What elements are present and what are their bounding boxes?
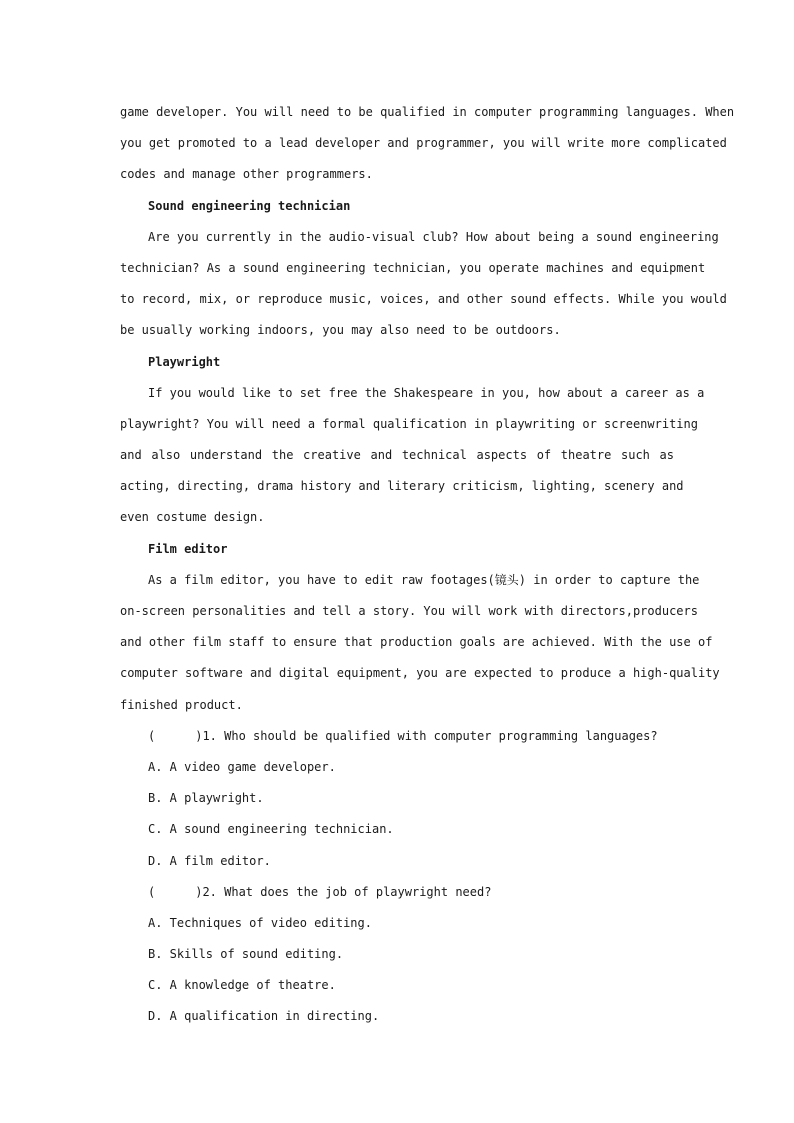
- answer-bracket-open: (: [148, 728, 156, 743]
- option-d: D. A film editor.: [148, 853, 271, 868]
- paragraph-line: playwright? You will need a formal qualification in playwriting or screenwriting: [120, 416, 698, 431]
- question-text: )2. What does the job of playwright need?: [195, 884, 492, 899]
- film-paragraph: [120, 565, 720, 721]
- option-c: C. A sound engineering technician.: [148, 822, 394, 837]
- intro-paragraph: [120, 97, 735, 191]
- playwright-paragraph: [120, 378, 705, 534]
- document-page: [120, 97, 735, 1033]
- paragraph-line: you get promoted to a lead developer and programmer, you will write more complicated: [120, 136, 727, 151]
- option-b: B. Skills of sound editing.: [148, 947, 344, 962]
- paragraph-line: codes and manage other programmers.: [120, 167, 373, 182]
- paragraph-line: acting, directing, drama history and literary criticism, lighting, scenery and: [120, 479, 684, 494]
- paragraph-line: computer software and digital equipment, you are expected to produce a high-quality: [120, 666, 720, 681]
- answer-bracket-open: (: [148, 884, 156, 899]
- paragraph-line: finished product.: [120, 697, 243, 712]
- paragraph-line: be usually working indoors, you may also need to be outdoors.: [120, 323, 561, 338]
- section-heading-playwright: Playwright: [148, 354, 221, 369]
- section-heading-sound: Sound engineering technician: [148, 198, 351, 213]
- option-c: C. A knowledge of theatre.: [148, 978, 336, 993]
- paragraph-line: As a film editor, you have to edit raw footages(镜头) in order to capture the: [148, 572, 700, 587]
- paragraph-line: Are you currently in the audio-visual club? How about being a sound engineering: [148, 229, 719, 244]
- option-d: D. A qualification in directing.: [148, 1009, 380, 1024]
- paragraph-line: If you would like to set free the Shakespeare in you, how about a career as a: [148, 385, 705, 400]
- paragraph-line: technician? As a sound engineering technician, you operate machines and equipment: [120, 260, 706, 275]
- question-text: )1. Who should be qualified with computer programming languages?: [195, 728, 658, 743]
- option-a: A. Techniques of video editing.: [148, 915, 372, 930]
- question-2: [120, 877, 674, 1033]
- option-a: A. A video game developer.: [148, 759, 336, 774]
- question-1: [120, 721, 674, 877]
- paragraph-line: and also understand the creative and technical aspects of theatre such as: [120, 448, 674, 463]
- sound-paragraph: [120, 222, 727, 347]
- section-heading-film: Film editor: [148, 541, 228, 556]
- option-b: B. A playwright.: [148, 791, 264, 806]
- question-stem: [120, 877, 674, 908]
- paragraph-line: to record, mix, or reproduce music, voices, and other sound effects. While you would: [120, 292, 727, 307]
- paragraph-line: game developer. You will need to be qualified in computer programming languages. When: [120, 105, 735, 119]
- paragraph-line: and other film staff to ensure that production goals are achieved. With the use of: [120, 635, 713, 650]
- question-stem: [120, 721, 674, 752]
- paragraph-line: on-screen personalities and tell a story. You will work with directors,producers: [120, 604, 698, 618]
- paragraph-line: even costume design.: [120, 510, 265, 525]
